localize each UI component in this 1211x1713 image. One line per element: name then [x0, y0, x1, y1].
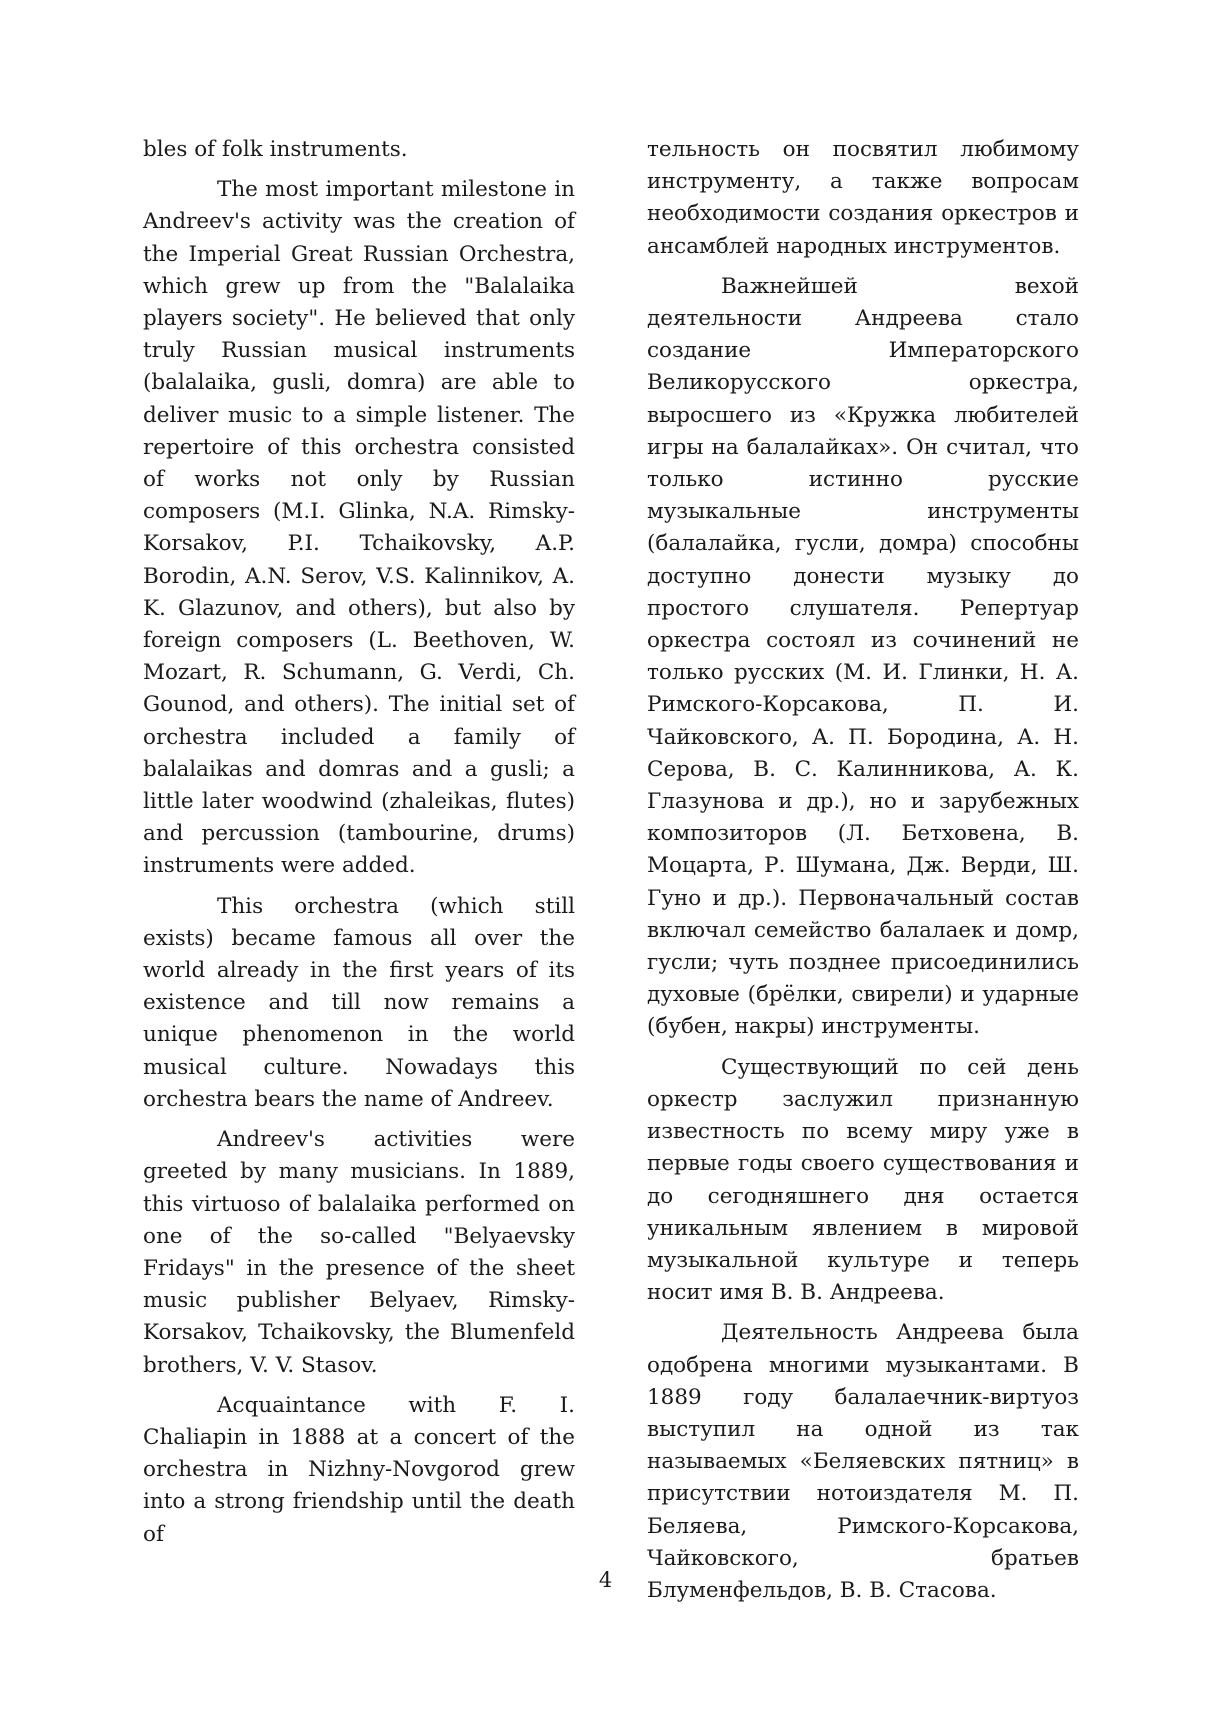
page-number: 4 — [598, 1568, 613, 1592]
russian-column — [647, 134, 1079, 1615]
paragraph-orchestra-creation-ru: Важнейшей вехой деятельности Андреева стало создание Императорского Великорусского оркестра, выросшего из «Кружка любителей игры на балалайках». Он считал, что только истинно русские музыкальные инструменты (балалайка, гусли, домра) способны доступно донести музыку до простого слушателя. Репертуар оркестра состоял из сочинений не только русских (М. И. Глинки, Н. А. Римского-Корсакова, П. И. Чайковского, А. П. Бородина, А. Н. Серова, В. С. Калинникова, А. К. Глазунова и др.), но и зарубежных композиторов (Л. Бетховена, В. Моцарта, Р. Шумана, Дж. Верди, Ш. Гуно и др.). Первоначальный состав включал семейство балалаек и домр, гусли; чуть позднее присоединились духовые (брёлки, свирели) и ударные (бубен, накры) инструменты. — [647, 273, 1079, 1040]
paragraph-belyaevsky-fridays-en: Andreev's activities were greeted by many musicians. In 1889, this virtuoso of balalaika performed on one of the so-called "Belyaevsky Fridays" in the presence of the sheet music publisher Belyaev, Rimsky-Korsakov, Tchaikovsky, the Blumenfeld brothers, V. V. Stasov. — [143, 1127, 575, 1378]
paragraph-belyaevsky-fridays-ru: Деятельность Андреева была одобрена многими музыкантами. В 1889 году балалаечник-виртуоз выступил на одной из так называемых «Беляевских пятниц» в присутствии нотоиздателя М. П. Беляева, Римского-Корсакова, Чайковского, братьев Блуменфельдов, В. В. Стасова. — [647, 1320, 1079, 1603]
paragraph-orchestra-creation-en: The most important milestone in Andreev's activity was the creation of the Imperial Great Russian Orchestra, which grew up from the "Balalaika players society". He believed that only truly Russian musical instruments (balalaika, gusli, domra) are able to deliver music to a simple listener. The repertoire of this orchestra consisted of works not only by Russian composers (M.I. Glinka, N.A. Rimsky-Korsakov, P.I. Tchaikovsky, A.P. Borodin, A.N. Serov, V.S. Kalinnikov, A. K. Glazunov, and others), but also by foreign composers (L. Beethoven, W. Mozart, R. Schumann, G. Verdi, Ch. Gounod, and others). The initial set of orchestra included a family of balalaikas and domras and a gusli; a little later woodwind (zhaleikas, flutes) and percussion (tambourine, drums) instruments were added. — [143, 177, 575, 879]
paragraph-chaliapin-en: Acquaintance with F. I. Chaliapin in 1888 at a concert of the orchestra in Nizhny-Novgorod grew into a strong friendship until the death of — [143, 1392, 575, 1547]
paragraph-orchestra-fame-ru: Существующий по сей день оркестр заслужил признанную известность по всему миру уже в первые годы своего существования и до сегодняшнего дня остается уникальным явлением в мировой музыкальной культуре и теперь носит имя В. В. Андреева. — [647, 1054, 1079, 1306]
paragraph-continuation-en: bles of folk instruments. — [143, 137, 408, 162]
paragraph-continuation-ru: тельность он посвятил любимому инструменту, а также вопросам необходимости создания оркестров и ансамблей народных инструментов. — [647, 137, 1079, 259]
paragraph-orchestra-fame-en: This orchestra (which still exists) became famous all over the world already in the first years of its existence and till now remains a unique phenomenon in the world musical culture. Nowadays this orchestra bears the name of Andreev. — [143, 893, 575, 1112]
english-column — [143, 134, 575, 1559]
